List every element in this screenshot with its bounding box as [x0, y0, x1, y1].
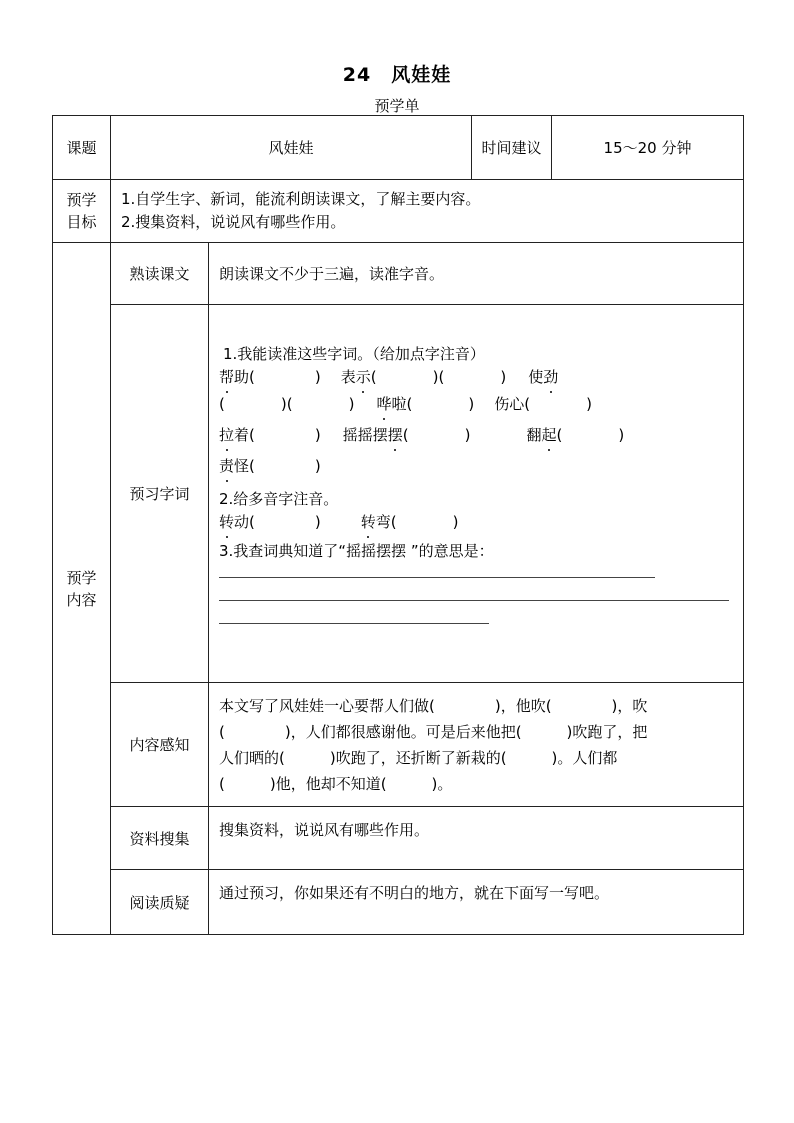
vocab-row: [53, 305, 744, 683]
word-zeguai: 责怪: [219, 457, 249, 475]
materials-text: 搜集资料，说说风有哪些作用。: [209, 807, 744, 870]
content-label-line-2: 内容: [66, 590, 97, 609]
vocab-line-2: ( )( ) 哗啦( ) 伤心( ): [219, 393, 737, 416]
word-lazhe: 拉着: [219, 426, 249, 444]
word-zhuandong: 转动: [219, 513, 249, 531]
word-bang: 帮: [219, 366, 234, 389]
vocab-label: 预习字词: [111, 305, 209, 683]
summary-line: 人们晒的( )吹跑了，还折断了新栽的( )。人们都: [219, 748, 618, 767]
questions-row: [53, 870, 744, 935]
topic-row: [53, 116, 744, 180]
goals-label: [53, 180, 111, 243]
vocab-line-1: 帮助( ) 表示( )( ) 使劲: [219, 366, 737, 389]
answer-line: [219, 578, 729, 601]
word-biaoshi: 表示: [341, 368, 371, 386]
goals-label-line-1: 预学: [66, 191, 97, 209]
summary-label: 内容感知: [111, 683, 209, 807]
word-zhuanwan: 转弯: [361, 513, 391, 531]
answer-line: [219, 601, 489, 624]
read-text: 朗读课文不少于三遍，读准字音。: [209, 243, 744, 305]
questions-label: 阅读质疑: [111, 870, 209, 935]
read-row: [53, 243, 744, 305]
word-yaoyaobaibai: 摇摇摆摆: [343, 426, 403, 444]
page-subtitle: 预学单: [374, 97, 420, 115]
vocab-q1: 1.我能读准这些字词。（给加点字注音）: [223, 345, 485, 363]
goals-row: [53, 180, 744, 243]
word-fanqi: 翻起: [527, 426, 557, 444]
goals-content: [111, 180, 744, 243]
vocab-line-3: 拉着( ) 摇摇摆摆( ) 翻起( ): [219, 424, 737, 447]
materials-label: 资料搜集: [111, 807, 209, 870]
topic-value: 风娃娃: [111, 116, 472, 180]
word-shijin: 使劲: [528, 368, 558, 386]
vocab-q2: 2.给多音字注音。: [219, 490, 339, 508]
summary-line: ( )他，他却不知道( )。: [219, 774, 453, 793]
read-label: 熟读课文: [111, 243, 209, 305]
content-label: [53, 243, 111, 935]
questions-text: 通过预习，你如果还有不明白的地方，就在下面写一写吧。: [209, 870, 744, 935]
time-value: 15～20 分钟: [552, 116, 744, 180]
word-hualala: 哗啦: [376, 395, 406, 413]
word-zhu: 助: [234, 368, 250, 386]
vocab-line-4: 责怪( ): [219, 455, 737, 478]
vocab-line-5: 转动( ) 转弯( ): [219, 511, 737, 534]
goals-label-line-2: 目标: [66, 213, 97, 231]
materials-row: [53, 807, 744, 870]
page-title: 24 风娃娃: [342, 64, 452, 86]
summary-row: [53, 683, 744, 807]
goal-item: 2.搜集资料，说说风有哪些作用。: [121, 213, 346, 231]
content-label-line-1: 预学: [66, 568, 97, 587]
answer-line: [219, 563, 655, 578]
worksheet-table: [52, 115, 744, 935]
topic-label: 课题: [53, 116, 111, 180]
vocab-content: [209, 305, 744, 683]
summary-line: 本文写了风娃娃一心要帮人们做( )，他吹( )，吹: [219, 696, 648, 715]
time-label: 时间建议: [472, 116, 552, 180]
summary-content: [209, 683, 744, 807]
summary-line: ( )，人们都很感谢他。可是后来他把( )吹跑了，把: [219, 722, 648, 741]
word-shangxin: 伤心: [494, 395, 525, 413]
vocab-q3: 3.我查词典知道了“摇摇摆摆 ”的意思是：: [219, 542, 494, 560]
goal-item: 1.自学生字、新词，能流利朗读课文，了解主要内容。: [121, 190, 481, 208]
